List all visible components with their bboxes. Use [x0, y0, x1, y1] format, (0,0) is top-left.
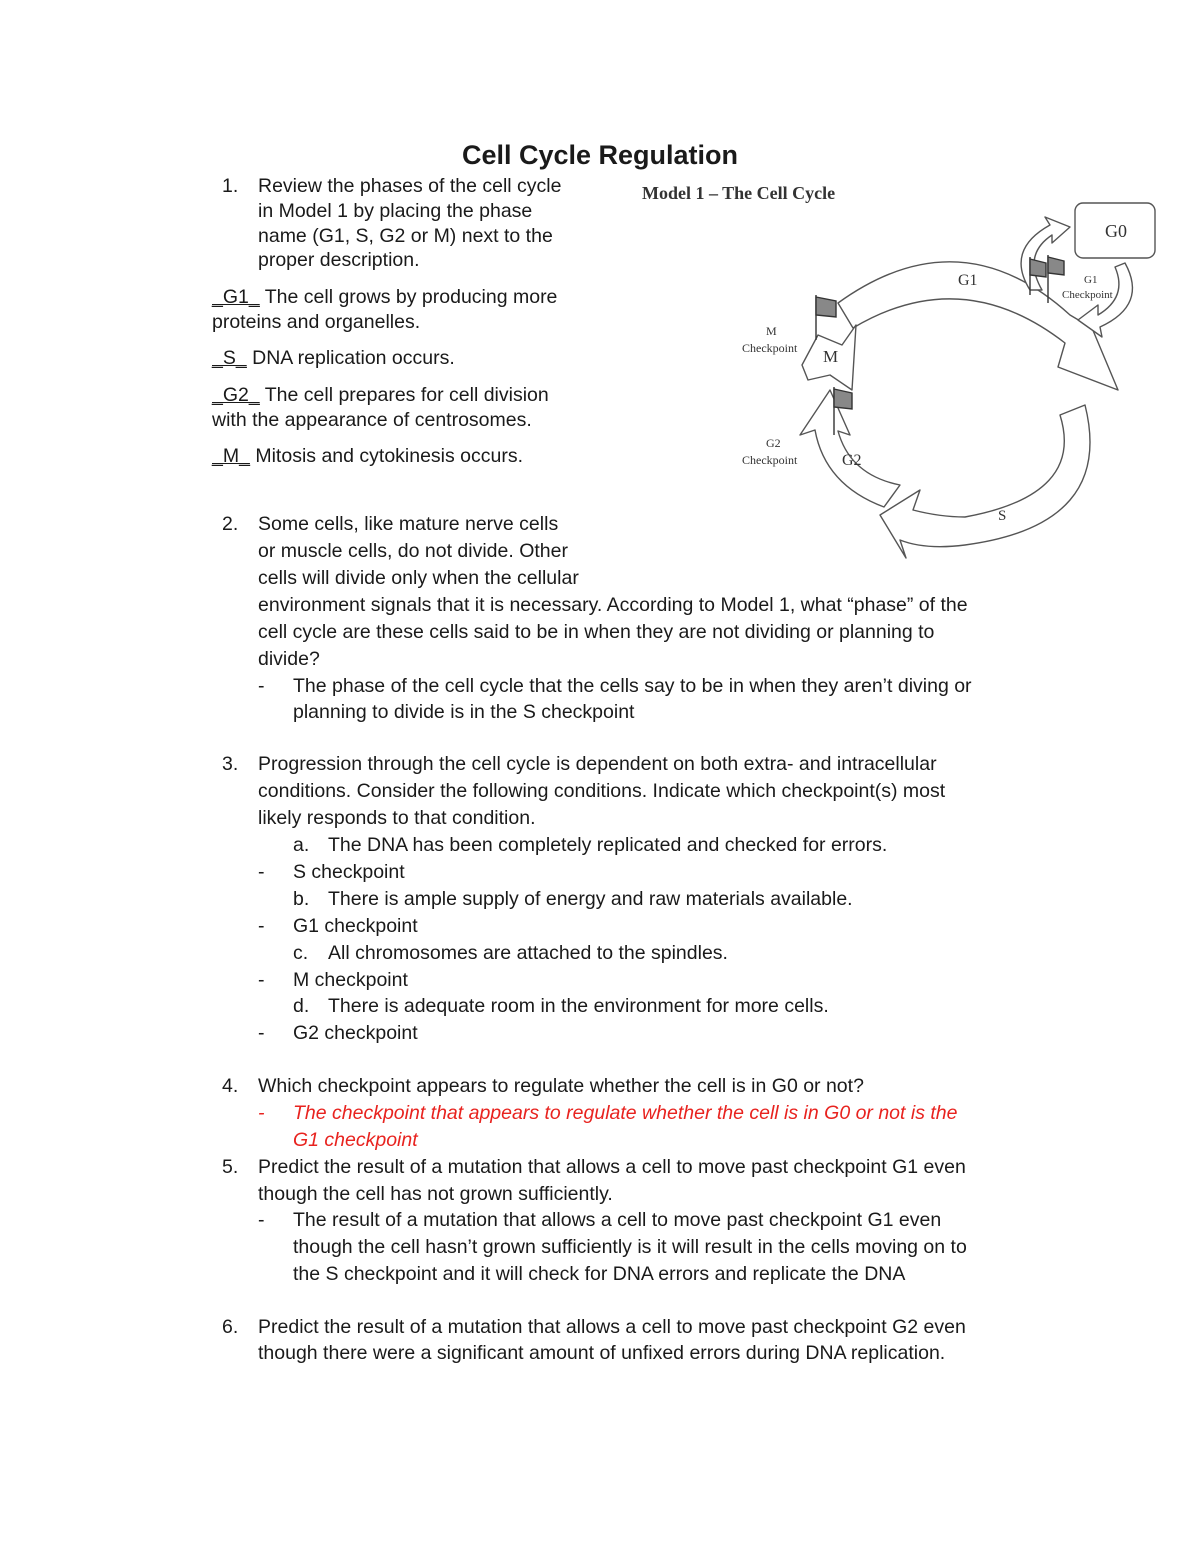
q2-line: cell cycle are these cells said to be in when they are not dividing or planning to [258, 621, 935, 643]
s-arrow [880, 405, 1090, 558]
g2-checkpoint-label: G2 Checkpoint [742, 436, 798, 467]
q3-line: conditions. Consider the following conditions. Indicate which checkpoint(s) most [258, 780, 946, 802]
q4-dash: - [258, 1102, 265, 1124]
q1-line: Review the phases of the cell cycle [258, 175, 562, 197]
q3-dash: - [258, 1022, 265, 1044]
q3-line: likely responds to that condition. [258, 807, 536, 829]
q2-dash: - [258, 675, 265, 697]
q3-item-answer: S checkpoint [293, 861, 405, 883]
q3-item-text: All chromosomes are attached to the spindles. [328, 942, 728, 964]
q3-dash: - [258, 969, 265, 991]
answer-text: DNA replication occurs. [246, 347, 455, 369]
answer-text: The cell prepares for cell division [259, 384, 549, 406]
q4-line: Which checkpoint appears to regulate whether the cell is in G0 or not? [258, 1075, 864, 1097]
answer-text: Mitosis and cytokinesis occurs. [249, 445, 524, 467]
q6-line: Predict the result of a mutation that allows a cell to move past checkpoint G2 even [258, 1316, 966, 1338]
q5-answer-line: though the cell hasn’t grown sufficiently is it will result in the cells moving on to [293, 1236, 967, 1258]
answer-blank: _G2_ [212, 384, 260, 406]
q2-number: 2. [222, 513, 239, 535]
q2-line: divide? [258, 648, 320, 670]
g0-label: G0 [1105, 221, 1127, 241]
q1-answer-g2-cont: with the appearance of centrosomes. [212, 409, 532, 431]
q4-number: 4. [222, 1075, 239, 1097]
q3-item-answer: G2 checkpoint [293, 1022, 418, 1044]
m-checkpoint-label: M Checkpoint [742, 324, 798, 355]
q3-item-answer: G1 checkpoint [293, 915, 418, 937]
answer-blank: _M_ [212, 445, 250, 467]
q1-line: proper description. [258, 249, 420, 271]
q2-line: cells will divide only when the cellular [258, 567, 579, 589]
s-label: S [998, 508, 1007, 524]
q1-line: in Model 1 by placing the phase [258, 200, 533, 222]
g2-label: G2 [842, 452, 862, 469]
q1-answer-g1 [212, 284, 557, 310]
q6-line: though there were a significant amount of unfixed errors during DNA replication. [258, 1342, 946, 1364]
q3-dash: - [258, 861, 265, 883]
answer-text: The cell grows by producing more [259, 286, 558, 308]
g1-label: G1 [958, 272, 978, 289]
q1-line: name (G1, S, G2 or M) next to the [258, 225, 553, 247]
q5-number: 5. [222, 1156, 239, 1178]
q3-item-text: There is ample supply of energy and raw materials available. [328, 888, 853, 910]
q3-item-letter: d. [293, 995, 310, 1017]
q1-answer-g2 [212, 382, 549, 408]
q4-answer-line: G1 checkpoint [293, 1129, 418, 1151]
q1-answer-m [212, 443, 523, 469]
q1-answer-s [212, 345, 455, 371]
q1-number: 1. [222, 175, 239, 197]
q5-line: though the cell has not grown sufficiently. [258, 1183, 613, 1205]
q5-answer-line: The result of a mutation that allows a cell to move past checkpoint G1 even [293, 1209, 942, 1231]
q2-line: environment signals that it is necessary. According to Model 1, what “phase” of the [258, 594, 968, 616]
q1-answer-g1-cont: proteins and organelles. [212, 311, 421, 333]
cell-cycle-diagram [730, 195, 1170, 565]
answer-blank: _S_ [212, 347, 247, 369]
q3-item-text: The DNA has been completely replicated and checked for errors. [328, 834, 888, 856]
g1-checkpoint-label: G1 Checkpoint [1062, 274, 1113, 301]
q3-item-letter: c. [293, 942, 309, 964]
q6-number: 6. [222, 1316, 239, 1338]
model-title: Model 1 – The Cell Cycle [642, 183, 836, 203]
q3-item-answer: M checkpoint [293, 969, 408, 991]
q2-line: or muscle cells, do not divide. Other [258, 540, 568, 562]
g1-arrow [838, 262, 1118, 390]
q4-answer-line: The checkpoint that appears to regulate whether the cell is in G0 or not is the [293, 1102, 958, 1124]
q2-answer-line: planning to divide is in the S checkpoint [293, 701, 635, 723]
m-label: M [823, 347, 839, 366]
q2-answer-line: The phase of the cell cycle that the cells say to be in when they aren’t diving or [293, 675, 972, 697]
q3-dash: - [258, 915, 265, 937]
q2-line: Some cells, like mature nerve cells [258, 513, 559, 535]
q3-item-letter: a. [293, 834, 310, 856]
q3-item-text: There is adequate room in the environment for more cells. [328, 995, 829, 1017]
q3-item-letter: b. [293, 888, 310, 910]
q3-line: Progression through the cell cycle is dependent on both extra- and intracellular [258, 753, 937, 775]
answer-blank: _G1_ [212, 286, 260, 308]
q5-dash: - [258, 1209, 265, 1231]
q5-answer-line: the S checkpoint and it will check for DNA errors and replicate the DNA [293, 1263, 906, 1285]
q5-line: Predict the result of a mutation that allows a cell to move past checkpoint G1 even [258, 1156, 966, 1178]
page-title: Cell Cycle Regulation [461, 140, 739, 170]
q3-number: 3. [222, 753, 239, 775]
to-g0-arrow [1021, 217, 1070, 290]
